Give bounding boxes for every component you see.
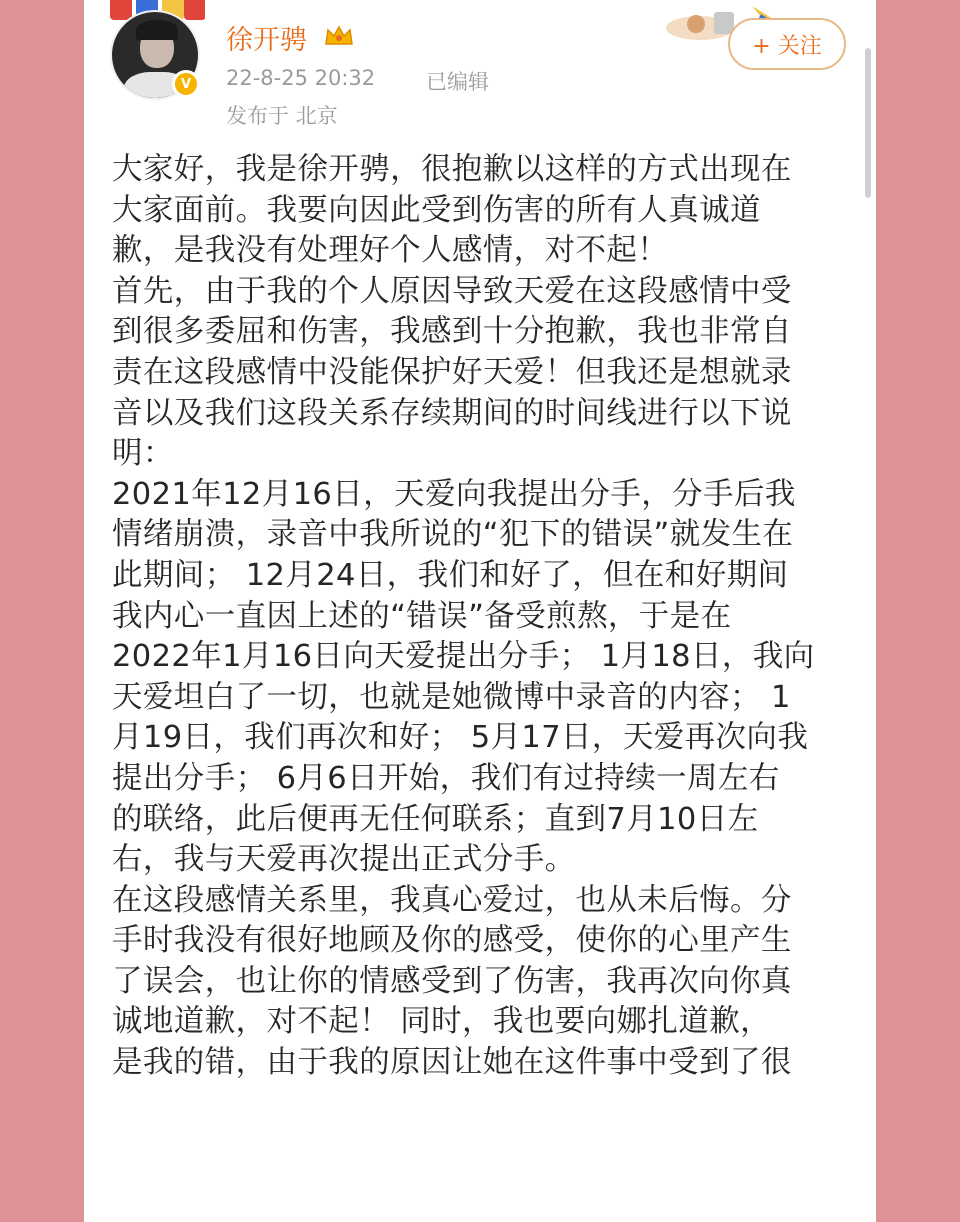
post-text-line: 诚地道歉，对不起！ 同时，我也要向娜扎道歉， bbox=[112, 1004, 771, 1040]
post-text-line: 月19日，我们再次和好； 5月17日，天爱再次向我 bbox=[112, 720, 809, 756]
post-text-line: 天爱坦白了一切，也就是她微博中录音的内容； 1 bbox=[112, 679, 791, 715]
post-text-line: 此期间； 12月24日，我们和好了，但在和好期间 bbox=[112, 557, 789, 593]
post-text-line: 右，我与天爱再次提出正式分手。 bbox=[112, 842, 576, 878]
post-text-line: 在这段感情关系里，我真心爱过，也从未后悔。分 bbox=[112, 882, 792, 918]
follow-button[interactable]: + 关注 bbox=[728, 18, 846, 70]
post-text-line: 2022年1月16日向天爱提出分手； 1月18日，我向 bbox=[112, 639, 815, 675]
post-text-line: 明： bbox=[112, 436, 174, 472]
post-text-line: 到很多委屈和伤害，我感到十分抱歉，我也非常自 bbox=[112, 314, 792, 350]
post-text-line: 的联络，此后便再无任何联系；直到7月10日左 bbox=[112, 801, 759, 837]
post-timestamp: 22-8-25 20:32 bbox=[226, 66, 376, 90]
post-text-line: 大家面前。我要向因此受到伤害的所有人真诚道 bbox=[112, 192, 761, 228]
post-text-line: 音以及我们这段关系存续期间的时间线进行以下说 bbox=[112, 395, 792, 431]
post-text-line: 歉，是我没有处理好个人感情，对不起！ bbox=[112, 233, 669, 269]
post-text-line: 2021年12月16日，天爱向我提出分手，分手后我 bbox=[112, 476, 796, 512]
post-location: 发布于 北京 bbox=[226, 104, 338, 128]
crown-icon bbox=[324, 24, 354, 48]
post-text-line: 大家好，我是徐开骋，很抱歉以这样的方式出现在 bbox=[112, 152, 792, 187]
post-text-line: 是我的错，由于我的原因让她在这件事中受到了很 bbox=[112, 1045, 792, 1081]
post-text-line: 手时我没有很好地顾及你的感受，使你的心里产生 bbox=[112, 923, 792, 959]
verified-badge-icon: V bbox=[172, 70, 200, 98]
post-text-line: 了误会，也让你的情感受到了伤害，我再次向你真 bbox=[112, 963, 792, 999]
post-text-line: 提出分手； 6月6日开始，我们有过持续一周左右 bbox=[112, 760, 780, 796]
post-text-line: 我内心一直因上述的“错误”备受煎熬，于是在 bbox=[112, 598, 732, 634]
scrollbar[interactable] bbox=[865, 48, 871, 198]
author-name[interactable]: 徐开骋 bbox=[226, 25, 307, 56]
post-text-line: 首先，由于我的个人原因导致天爱在这段感情中受 bbox=[112, 273, 792, 309]
post-body bbox=[112, 150, 852, 1084]
post-text-line: 情绪崩溃，录音中我所说的“犯下的错误”就发生在 bbox=[112, 517, 794, 553]
post-text-line: 责在这段感情中没能保护好天爱！但我还是想就录 bbox=[112, 354, 792, 390]
edited-label[interactable]: 已编辑 bbox=[426, 70, 489, 94]
